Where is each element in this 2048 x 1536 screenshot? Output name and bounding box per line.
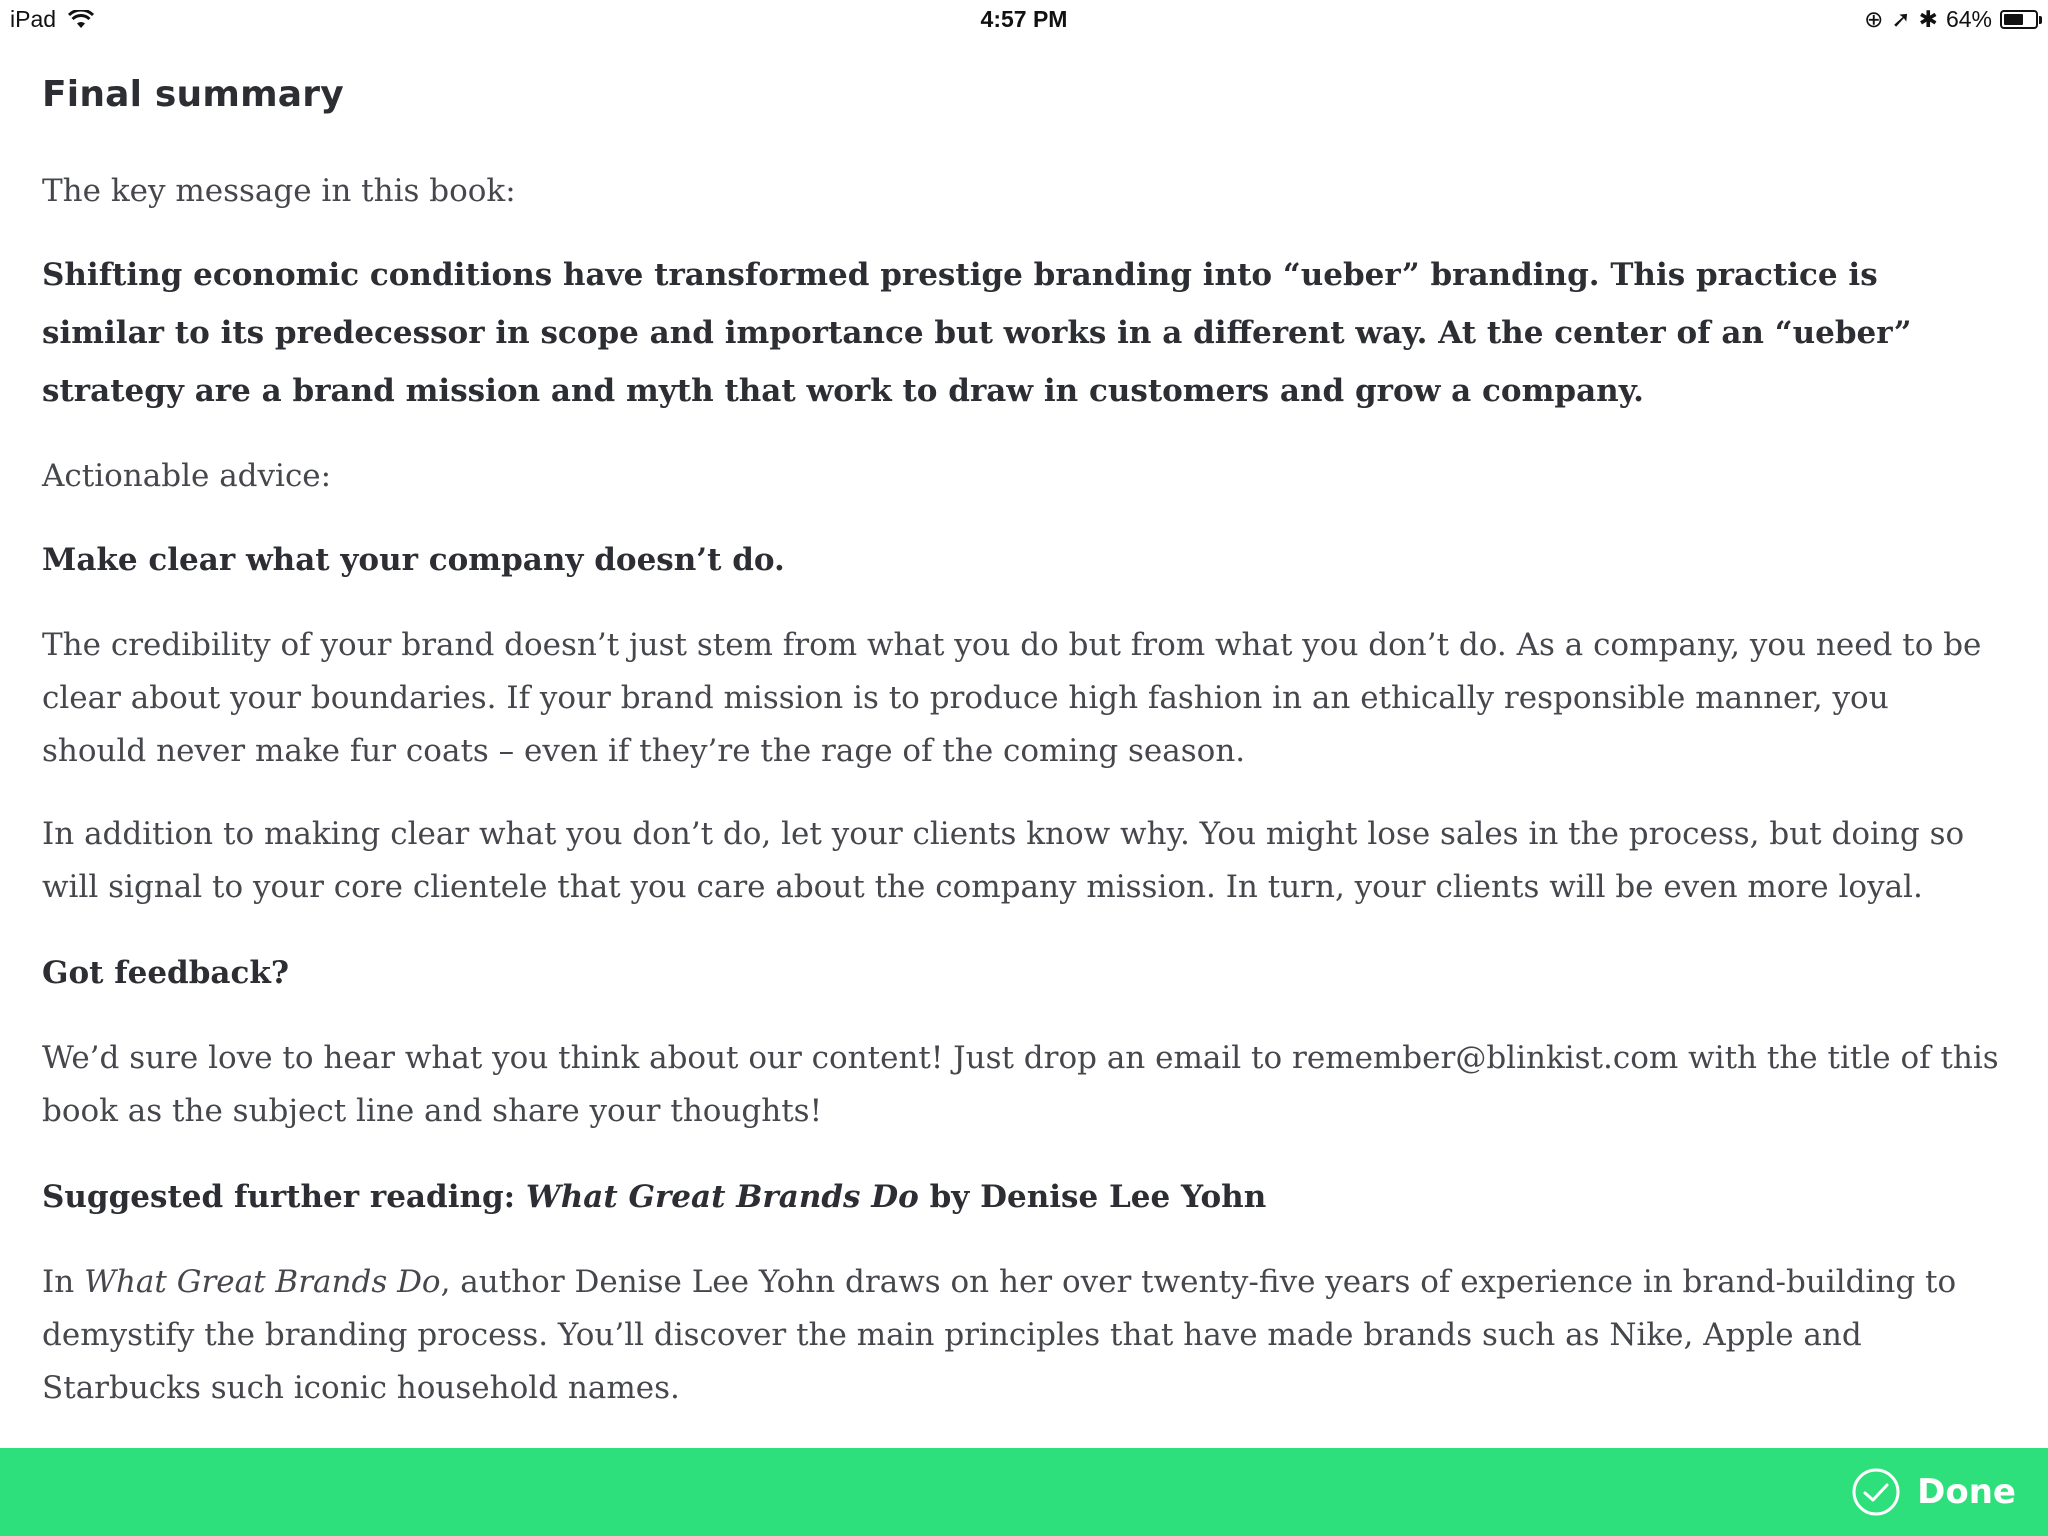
advice-label: Actionable advice: [42,458,332,494]
status-right [1864,6,2038,33]
done-bar[interactable] [0,1448,2048,1536]
further-text-rest: , author Denise Lee Yohn draws on her over twenty-five years of experience in brand-building to demystify the branding process. You’ll discover the main principles that have made brands such as Nike, Apple and Starbucks such iconic household names. [42,1264,1957,1406]
further-reading-author: by Denise Lee Yohn [918,1179,1267,1215]
done-button[interactable] [1851,1448,2016,1536]
bluetooth-icon: ✱ [1918,6,1938,32]
battery-icon [2000,10,2038,29]
device-name: iPad [10,6,57,32]
further-text-prefix: In [42,1264,85,1300]
key-message: Shifting economic conditions have transformed prestige branding into “ueber” branding. This practice is similar to its predecessor in scope and importance but works in a different way. At the center of an “ueber” strategy are a brand mission and myth that work to draw in customers and grow a company. [42,257,1912,409]
advice-paragraph-2: In addition to making clear what you don’t do, let your clients know why. You might lose sales in the process, but doing so will signal to your core clientele that you care about the company mission. In turn, your clients will be even more loyal. [42,816,1965,905]
feedback-text: We’d sure love to hear what you think about our content! Just drop an email to remember@blinkist.com with the title of this book as the subject line and share your thoughts! [42,1040,1999,1129]
status-time: 4:57 PM [980,6,1068,32]
battery-percent: 64% [1945,6,1992,32]
page-title: Final summary [42,74,344,115]
advice-paragraph-1: The credibility of your brand doesn’t just stem from what you do but from what you don’t do. As a company, you need to be clear about your boundaries. If your brand mission is to produce high fashion in an ethically responsible manner, you should never make fur coats – even if they’re the rage of the coming season. [42,627,1982,769]
key-message-label: The key message in this book: [42,173,516,209]
further-reading-book-title: What Great Brands Do [525,1179,919,1215]
location-icon: ➚ [1891,6,1911,32]
further-text-book-title: What Great Brands Do [84,1264,441,1300]
done-label: Done [1917,1472,2016,1512]
battery-fill [2004,14,2023,25]
further-reading-heading [42,1168,2002,1226]
status-bar [0,0,2048,40]
advice-heading: Make clear what your company doesn’t do. [42,542,785,578]
summary-content [42,68,2002,1445]
further-reading-prefix: Suggested further reading: [42,1179,526,1215]
check-circle-icon [1851,1467,1901,1517]
further-reading-text [42,1256,2002,1415]
feedback-heading: Got feedback? [42,955,290,991]
orientation-lock-icon: ⊕ [1864,6,1884,32]
